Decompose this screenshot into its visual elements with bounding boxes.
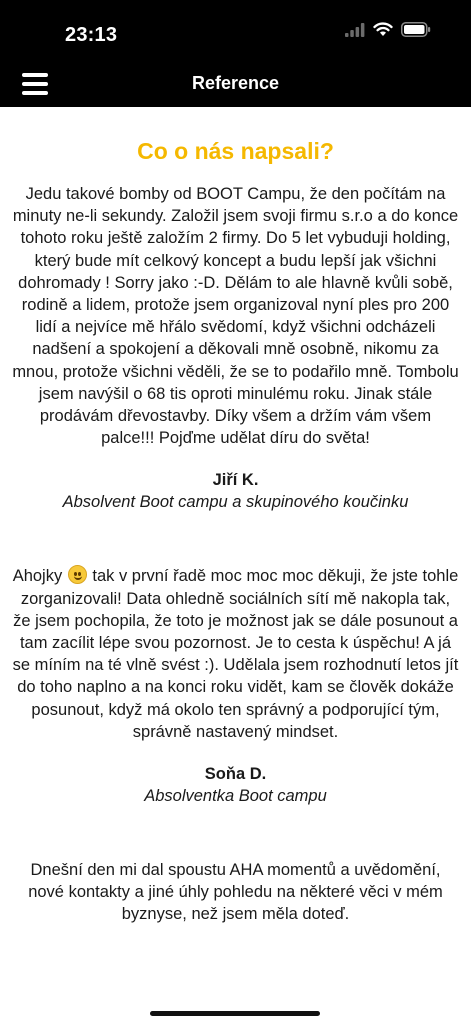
wifi-icon [373,22,393,37]
testimonial-text-start: Ahojky [12,567,67,586]
testimonial-text-rest: tak v první řadě moc moc moc děkuji, že jste tohle zorganizovali! Data ohledně sociálních sítí mě nakopla tak, že jsem pochopila, že toto je možnost jak se dále posunout a tam zacílit lépe svou pozornost. Je to cesta k úspěchu! A já se míním na té vlně svést :). Udělala jsem rozhodnutí letos jít do toho naplno a na konci roku vidět, kam se člověk dokáže posunout, když má okolo ten správný a podporující tým, správně nastavený mindset. [12,567,459,741]
testimonial [0,565,471,807]
home-indicator [150,1011,320,1016]
testimonial-text [12,565,459,743]
status-icons [345,22,431,37]
testimonial [0,183,471,513]
references-content[interactable] [0,107,471,1024]
nav-title: Reference [191,73,280,93]
testimonial-text: Dnešní den mi dal spoustu AHA momentů a uvědomění, nové kontakty a jiné úhly pohledu na některé věci v mém byznyse, než jsem měla doteď. [28,861,443,924]
smiling-face-icon [68,565,87,584]
navigation-bar [0,64,471,107]
testimonial-role: Absolventka Boot campu [144,787,327,806]
page-heading: Co o nás napsali? [137,138,334,164]
testimonial-role: Absolvent Boot campu a skupinového koučinku [62,493,409,512]
status-bar [0,0,471,64]
battery-icon [401,22,431,37]
signal-icon [345,23,365,37]
testimonial-author: Soňa D. [204,765,267,784]
status-time: 23:13 [65,24,118,46]
testimonial-author: Jiří K. [212,471,259,490]
testimonial-text: Jedu takové bomby od BOOT Campu, že den počítám na minuty ne-li sekundy. Založil jsem svoji firmu s.r.o a do konce tohoto roku ještě založím 2 firmy. Do 5 let vybuduji holding, který bude mít celkový koncept a budu lepší jak všichni dohromady ! Sorry jako :-D. Dělám to ale hlavně kvůli sobě, rodině a lidem, protože jsem organizoval nyní ples pro 200 lidí a nejvíce mě hřálo svědomí, když všichni odcházeli nadšení a spokojení a děkovali mně osobně, nikomu za mnou, protože všichni věděli, že se to podařilo mně. Tombolu jsem navýšil o 68 tis oproti minulému roku. Jinak stále prodávám dřevostavby. Díky všem a držím vám všem palce!!! Pojďme udělat díru do světa! [12,185,459,448]
testimonial [0,859,471,926]
